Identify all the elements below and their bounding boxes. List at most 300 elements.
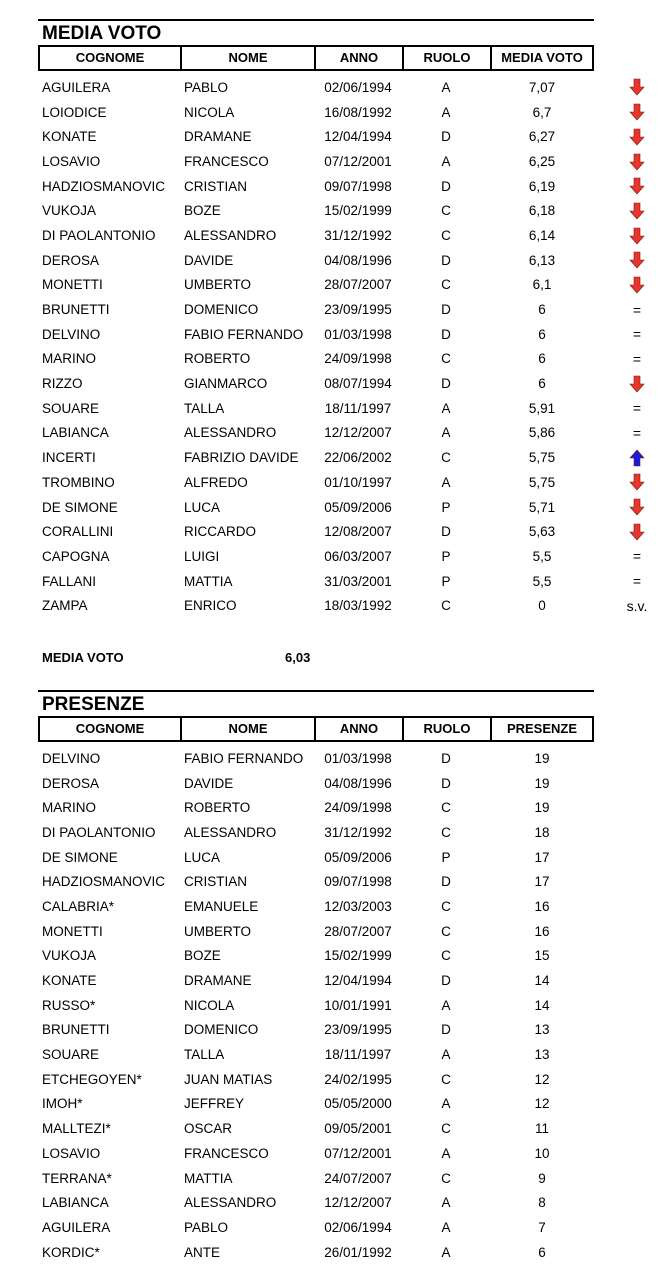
nome-cell: NICOLA [184,997,235,1013]
ruolo-cell: D [441,874,451,890]
cognome-cell: LABIANCA [42,425,109,441]
nome-cell: DOMENICO [184,1022,259,1038]
nome-cell: DAVIDE [184,775,234,791]
value-cell: 13 [534,1047,550,1063]
anno-cell: 24/09/1998 [324,800,392,816]
ruolo-cell: A [441,1195,451,1211]
value-cell: 10 [534,1145,550,1161]
nome-cell: UMBERTO [184,923,252,939]
ruolo-cell: C [441,351,451,367]
nome-cell: LUCA [184,849,221,865]
cognome-cell: DELVINO [42,750,101,766]
nome-cell: FABRIZIO DAVIDE [184,450,299,466]
nome-cell: FABIO FERNANDO [184,326,304,342]
value-cell: 14 [534,997,550,1013]
nome-cell: OSCAR [184,1121,233,1137]
table-row [38,795,594,820]
ruolo-cell: C [441,898,451,914]
header-nome: NOME [182,47,316,69]
anno-cell: 23/09/1995 [324,302,392,318]
cognome-cell: DI PAOLANTONIO [42,227,156,243]
trend-equal: = [632,400,642,417]
anno-cell: 12/04/1994 [324,129,392,145]
value-cell: 6 [538,302,546,318]
anno-cell: 24/07/2007 [324,1170,392,1186]
ruolo-cell: D [441,973,451,989]
cognome-cell: KONATE [42,973,97,989]
arrow-down-icon [624,177,650,195]
arrow-down-icon [624,152,650,170]
anno-cell: 24/02/1995 [324,1071,392,1087]
anno-cell: 31/12/1992 [324,824,392,840]
value-cell: 9 [538,1170,546,1186]
cognome-cell: MARINO [42,351,96,367]
header-anno: ANNO [316,47,404,69]
anno-cell: 09/05/2001 [324,1121,392,1137]
value-cell: 5,5 [532,573,552,589]
cognome-cell: HADZIOSMANOVIC [42,874,166,890]
ruolo-cell: C [441,1170,451,1186]
value-cell: 5,63 [528,524,556,540]
cognome-cell: TROMBINO [42,474,115,490]
table-row [38,1116,594,1141]
arrow-down-icon [624,523,650,541]
anno-cell: 18/11/1997 [324,400,392,416]
nome-cell: DRAMANE [184,129,252,145]
table-row [38,322,642,347]
table-row [38,519,594,544]
nome-cell: ROBERTO [184,800,251,816]
cognome-cell: ZAMPA [42,598,88,614]
ruolo-cell: D [441,750,451,766]
table-row [38,1141,594,1166]
value-cell: 5,86 [528,425,556,441]
cognome-cell: DI PAOLANTONIO [42,824,156,840]
header-media-voto: MEDIA VOTO [501,50,583,65]
anno-cell: 26/01/1992 [324,1244,392,1260]
media-voto-summary-value: 6,03 [285,650,311,665]
ruolo-cell: C [441,450,451,466]
cognome-cell: KONATE [42,129,97,145]
table-row [38,1018,594,1043]
anno-cell: 01/03/1998 [324,750,392,766]
nome-cell: DOMENICO [184,302,259,318]
nome-cell: CRISTIAN [184,178,248,194]
cognome-cell: BRUNETTI [42,1022,110,1038]
nome-cell: FABIO FERNANDO [184,750,304,766]
anno-cell: 07/12/2001 [324,153,392,169]
anno-cell: 05/09/2006 [324,849,392,865]
nome-cell: NICOLA [184,104,235,120]
table-row [38,273,594,298]
value-cell: 6,19 [528,178,556,194]
value-cell: 6 [538,326,546,342]
table-row [38,174,594,199]
table-row [38,149,594,174]
ruolo-cell: D [441,1022,451,1038]
ruolo-cell: C [441,1121,451,1137]
nome-cell: GIANMARCO [184,376,268,392]
nome-cell: ALESSANDRO [184,425,277,441]
cognome-cell: RIZZO [42,376,83,392]
arrow-down-icon [624,251,650,269]
nome-cell: TALLA [184,1047,225,1063]
value-cell: 5,71 [528,499,556,515]
table-row [38,544,642,569]
anno-cell: 18/11/1997 [324,1047,392,1063]
nome-cell: JUAN MATIAS [184,1071,273,1087]
ruolo-cell: A [441,1047,451,1063]
value-cell: 11 [534,1121,549,1137]
ruolo-cell: A [441,104,451,120]
header-ruolo: RUOLO [404,47,492,69]
table-row [38,297,642,322]
cognome-cell: HADZIOSMANOVIC [42,178,166,194]
nome-cell: UMBERTO [184,277,252,293]
ruolo-cell: A [441,1219,451,1235]
table-row [38,75,594,100]
anno-cell: 06/03/2007 [324,548,392,564]
nome-cell: ANTE [184,1244,221,1260]
table-row [38,1092,594,1117]
value-cell: 7,07 [528,79,556,95]
ruolo-cell: A [441,153,451,169]
cognome-cell: SOUARE [42,1047,100,1063]
nome-cell: ALFREDO [184,474,248,490]
header-ruolo: RUOLO [404,718,492,740]
anno-cell: 12/12/2007 [324,425,392,441]
nome-cell: ALESSANDRO [184,824,277,840]
cognome-cell: DE SIMONE [42,499,118,515]
ruolo-cell: D [441,775,451,791]
ruolo-cell: P [441,573,451,589]
table-row [38,421,642,446]
anno-cell: 07/12/2001 [324,1145,392,1161]
anno-cell: 12/08/2007 [324,524,392,540]
nome-cell: ALESSANDRO [184,1195,277,1211]
anno-cell: 02/06/1994 [324,1219,392,1235]
anno-cell: 08/07/1994 [324,376,392,392]
value-cell: 18 [534,824,550,840]
nome-cell: RICCARDO [184,524,257,540]
value-cell: 5,75 [528,474,556,490]
nome-cell: DAVIDE [184,252,234,268]
ruolo-cell: C [441,227,451,243]
value-cell: 19 [534,800,550,816]
nome-cell: PABLO [184,1219,229,1235]
table-row [38,820,594,845]
table-row [38,993,594,1018]
anno-cell: 05/05/2000 [324,1096,392,1112]
anno-cell: 28/07/2007 [324,277,392,293]
ruolo-cell: D [441,302,451,318]
table-row [38,845,594,870]
cognome-cell: BRUNETTI [42,302,110,318]
table-row [38,894,594,919]
table-row [38,1067,594,1092]
arrow-down-icon [624,374,650,392]
anno-cell: 28/07/2007 [324,923,392,939]
ruolo-cell: A [441,400,451,416]
cognome-cell: DE SIMONE [42,849,118,865]
cognome-cell: MONETTI [42,277,103,293]
cognome-cell: LOSAVIO [42,1145,101,1161]
value-cell: 12 [534,1096,550,1112]
anno-cell: 12/03/2003 [324,898,392,914]
value-cell: 5,5 [532,548,552,564]
value-cell: 12 [534,1071,550,1087]
anno-cell: 04/08/1996 [324,775,392,791]
table-row [38,396,642,421]
table-row [38,771,594,796]
nome-cell: DRAMANE [184,973,252,989]
anno-cell: 01/03/1998 [324,326,392,342]
presenze-header [38,716,594,742]
ruolo-cell: C [441,203,451,219]
table-row [38,124,594,149]
header-cognome: COGNOME [40,47,182,69]
table-row [38,1166,594,1191]
value-cell: 16 [534,898,550,914]
anno-cell: 01/10/1997 [324,474,392,490]
anno-cell: 18/03/1992 [324,598,392,614]
table-row [38,1215,594,1240]
nome-cell: LUCA [184,499,221,515]
anno-cell: 16/08/1992 [324,104,392,120]
table-row [38,100,594,125]
arrow-down-icon [624,128,650,146]
table-row [38,198,594,223]
ruolo-cell: D [441,376,451,392]
cognome-cell: RUSSO* [42,997,96,1013]
trend-equal: = [632,424,642,441]
anno-cell: 15/02/1999 [324,203,392,219]
anno-cell: 05/09/2006 [324,499,392,515]
value-cell: 14 [534,973,550,989]
table-row [38,944,594,969]
cognome-cell: CORALLINI [42,524,114,540]
value-cell: 6 [538,376,546,392]
value-cell: 7 [538,1219,546,1235]
value-cell: 6,25 [528,153,556,169]
value-cell: 13 [534,1022,550,1038]
nome-cell: BOZE [184,203,221,219]
table-row [38,495,594,520]
table-row [38,445,594,470]
nome-cell: PABLO [184,79,229,95]
nome-cell: ROBERTO [184,351,251,367]
table-row [38,470,594,495]
table-row [38,593,648,618]
header-anno: ANNO [316,718,404,740]
trend-equal: = [632,326,642,343]
cognome-cell: LOSAVIO [42,153,101,169]
ruolo-cell: D [441,524,451,540]
value-cell: 6 [538,1244,546,1260]
table-row [38,869,594,894]
table-row [38,569,642,594]
ruolo-cell: D [441,252,451,268]
media-voto-header [38,45,594,71]
cognome-cell: KORDIC* [42,1244,100,1260]
media-voto-rows [38,75,648,618]
value-cell: 6,18 [528,203,556,219]
table-row [38,746,594,771]
anno-cell: 02/06/1994 [324,79,392,95]
ruolo-cell: P [441,849,451,865]
anno-cell: 31/12/1992 [324,227,392,243]
arrow-down-icon [624,498,650,516]
trend-equal: = [632,573,642,590]
table-row [38,919,594,944]
trend-equal: = [632,301,642,318]
table-row [38,223,594,248]
cognome-cell: IMOH* [42,1096,83,1112]
cognome-cell: DEROSA [42,252,100,268]
ruolo-cell: C [441,598,451,614]
arrow-down-icon [624,226,650,244]
anno-cell: 09/07/1998 [324,178,392,194]
arrow-down-icon [624,276,650,294]
cognome-cell: CAPOGNA [42,548,110,564]
nome-cell: LUIGI [184,548,220,564]
value-cell: 6 [538,351,546,367]
ruolo-cell: P [441,548,451,564]
ruolo-cell: A [441,997,451,1013]
cognome-cell: LABIANCA [42,1195,109,1211]
arrow-down-icon [624,103,650,121]
cognome-cell: AGUILERA [42,79,111,95]
value-cell: 6,1 [532,277,552,293]
ruolo-cell: C [441,948,451,964]
presenze-rows [38,746,594,1264]
header-nome: NOME [182,718,316,740]
anno-cell: 31/03/2001 [324,573,392,589]
ruolo-cell: A [441,1145,451,1161]
cognome-cell: VUKOJA [42,203,97,219]
media-voto-summary-label: MEDIA VOTO [42,650,124,665]
ruolo-cell: C [441,824,451,840]
value-cell: 19 [534,750,550,766]
trend-equal: = [632,548,642,565]
anno-cell: 04/08/1996 [324,252,392,268]
nome-cell: FRANCESCO [184,153,269,169]
table-row [38,1240,594,1265]
value-cell: 5,91 [528,400,556,416]
cognome-cell: CALABRIA* [42,898,115,914]
ruolo-cell: A [441,79,451,95]
value-cell: 5,75 [528,450,556,466]
cognome-cell: TERRANA* [42,1170,112,1186]
table-row [38,248,594,273]
ruolo-cell: C [441,1071,451,1087]
cognome-cell: DEROSA [42,775,100,791]
media-voto-title: MEDIA VOTO [38,19,594,45]
presenze-section [38,690,594,1264]
ruolo-cell: C [441,923,451,939]
ruolo-cell: A [441,1244,451,1260]
value-cell: 16 [534,923,550,939]
anno-cell: 24/09/1998 [324,351,392,367]
nome-cell: MATTIA [184,573,233,589]
value-cell: 8 [538,1195,546,1211]
arrow-down-icon [624,78,650,96]
value-cell: 19 [534,775,550,791]
ruolo-cell: D [441,178,451,194]
table-row [38,968,594,993]
anno-cell: 23/09/1995 [324,1022,392,1038]
arrow-down-icon [624,473,650,491]
presenze-title: PRESENZE [38,690,594,716]
cognome-cell: MALLTEZI* [42,1121,111,1137]
value-cell: 0 [538,598,546,614]
nome-cell: MATTIA [184,1170,233,1186]
value-cell: 6,13 [528,252,556,268]
ruolo-cell: A [441,425,451,441]
nome-cell: JEFFREY [184,1096,245,1112]
nome-cell: CRISTIAN [184,874,248,890]
value-cell: 6,7 [532,104,552,120]
table-row [38,1190,594,1215]
cognome-cell: SOUARE [42,400,100,416]
nome-cell: FRANCESCO [184,1145,269,1161]
table-row [38,1042,594,1067]
ruolo-cell: C [441,277,451,293]
anno-cell: 09/07/1998 [324,874,392,890]
arrow-up-icon [624,449,650,467]
anno-cell: 10/01/1991 [324,997,392,1013]
nome-cell: ENRICO [184,598,237,614]
ruolo-cell: D [441,129,451,145]
value-cell: 6,14 [528,227,556,243]
media-voto-section [38,19,648,618]
trend-sv: s.v. [626,597,648,614]
value-cell: 15 [534,948,550,964]
value-cell: 17 [534,849,550,865]
cognome-cell: MARINO [42,800,96,816]
value-cell: 6,27 [528,129,556,145]
anno-cell: 12/04/1994 [324,973,392,989]
header-presenze: PRESENZE [506,721,578,736]
cognome-cell: LOIODICE [42,104,107,120]
header-cognome: COGNOME [40,718,182,740]
anno-cell: 15/02/1999 [324,948,392,964]
nome-cell: ALESSANDRO [184,227,277,243]
table-row [38,347,642,372]
arrow-down-icon [624,202,650,220]
cognome-cell: FALLANI [42,573,97,589]
ruolo-cell: A [441,474,451,490]
nome-cell: BOZE [184,948,221,964]
table-row [38,371,594,396]
nome-cell: TALLA [184,400,225,416]
cognome-cell: VUKOJA [42,948,97,964]
anno-cell: 22/06/2002 [324,450,392,466]
ruolo-cell: P [441,499,451,515]
ruolo-cell: C [441,800,451,816]
cognome-cell: ETCHEGOYEN* [42,1071,142,1087]
cognome-cell: AGUILERA [42,1219,111,1235]
cognome-cell: MONETTI [42,923,103,939]
ruolo-cell: A [441,1096,451,1112]
cognome-cell: INCERTI [42,450,96,466]
anno-cell: 12/12/2007 [324,1195,392,1211]
trend-equal: = [632,350,642,367]
nome-cell: EMANUELE [184,898,259,914]
cognome-cell: DELVINO [42,326,101,342]
ruolo-cell: D [441,326,451,342]
value-cell: 17 [534,874,550,890]
